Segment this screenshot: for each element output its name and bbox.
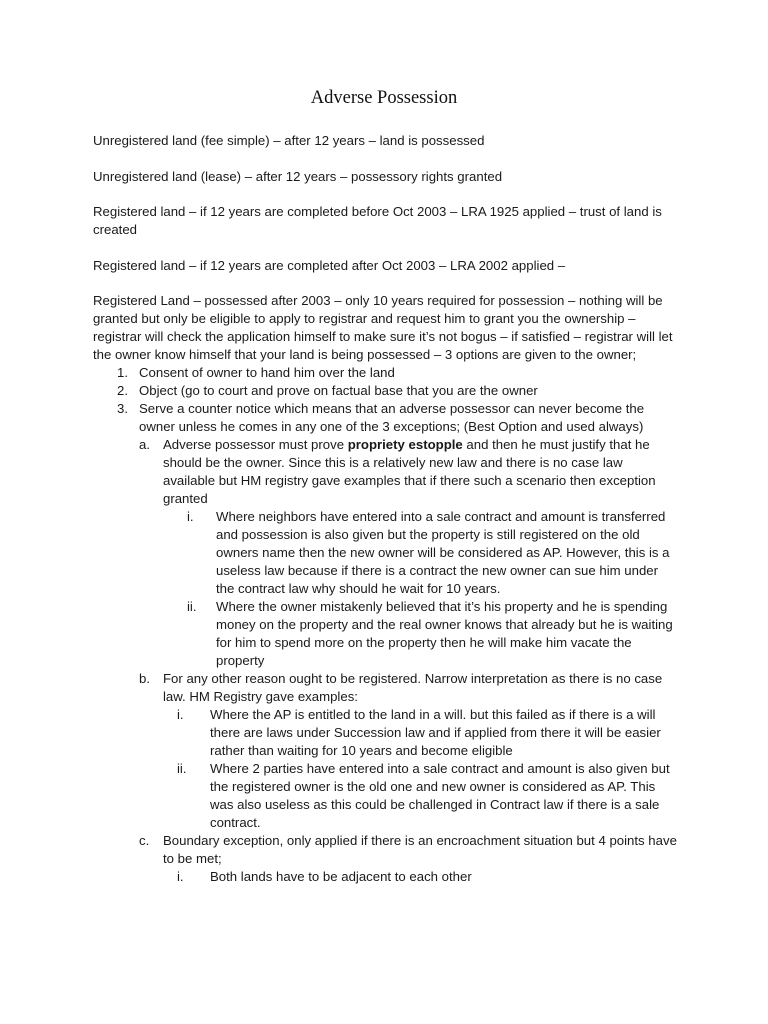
paragraph-unregistered-fee-simple: Unregistered land (fee simple) – after 12 years – land is possessed [93, 133, 485, 148]
list-item [139, 670, 678, 832]
list-item-text: Where the AP is entitled to the land in a will. but this failed as if there is a will there are laws under Succession law and if applied from there it will be easier rather than waiting for 10 years and become eligible [210, 707, 661, 758]
list-item-text: Where neighbors have entered into a sale contract and amount is transferred and possession is also given but the property is still registered on the old owners name then the new owner will be considered as AP. However, this is a useless law because if there is a contract the new owner can sue him under the contract law why should he wait for 10 years. [216, 509, 670, 596]
paragraph-registered-land-options: Registered Land – possessed after 2003 – only 10 years required for possession – nothing will be granted but only be eligible to apply to registrar and request him to grant you the ownership – registrar will check the application himself to make sure it’s not bogus – if satisfied – registrar will let the owner know himself that your land is being possessed – 3 options are given to the owner; [93, 293, 673, 362]
document-body [93, 132, 678, 886]
bold-term: propriety estopple [347, 437, 463, 452]
paragraph-registered-before-2003: Registered land – if 12 years are completed before Oct 2003 – LRA 1925 applied – trust of land is created [93, 204, 662, 237]
list-item [163, 598, 678, 670]
paragraph-unregistered-lease: Unregistered land (lease) – after 12 years – possessory rights granted [93, 168, 503, 184]
list-item [163, 508, 678, 598]
list-item [163, 760, 678, 832]
list-item-text: and then he must justify that he should be the owner. Since this is a relatively new law and there is no case law available but HM registry gave examples that if there such a scenario then exception granted [163, 437, 656, 506]
list-item [139, 436, 678, 670]
examples-list [163, 706, 678, 832]
examples-list [163, 508, 678, 670]
exceptions-list [139, 436, 678, 886]
list-item [93, 400, 678, 886]
list-item [163, 868, 678, 886]
list-item-text: Consent of owner to hand him over the land [139, 365, 395, 380]
list-item [93, 364, 678, 382]
list-letter: c. [139, 833, 150, 848]
list-roman: i. [177, 707, 184, 722]
list-item-text: Object (go to court and prove on factual base that you are the owner [139, 383, 538, 398]
list-item-text: Boundary exception, only applied if there is an encroachment situation but 4 points have to be met; [163, 833, 677, 866]
list-roman: ii. [177, 761, 187, 776]
list-item-text: Adverse possessor must prove [163, 437, 348, 452]
list-item-text: Serve a counter notice which means that an adverse possessor can never become the owner unless he comes in any one of the 3 exceptions; (Best Option and used always) [139, 401, 645, 434]
list-roman: i. [177, 869, 184, 884]
list-letter: b. [139, 671, 150, 686]
list-roman: ii. [187, 599, 197, 614]
list-item-text: Where the owner mistakenly believed that it’s his property and he is spending money on the property and the real owner knows that already but he is waiting for him to spend more on the property then he will make him vacate the property [216, 599, 673, 668]
list-letter: a. [139, 437, 150, 452]
list-item-text: Both lands have to be adjacent to each other [210, 869, 472, 884]
examples-list [163, 868, 678, 886]
list-number: 3. [117, 401, 128, 416]
list-item-text: Where 2 parties have entered into a sale contract and amount is also given but the registered owner is the old one and new owner is considered as AP. This was also useless as this could be challenged in Contract law if there is a sale contract. [210, 761, 670, 830]
owner-options-list [93, 364, 678, 886]
list-item [163, 706, 678, 760]
list-item [93, 382, 678, 400]
list-roman: i. [187, 509, 194, 524]
list-item [139, 832, 678, 886]
list-number: 1. [117, 365, 128, 380]
document-title: Adverse Possession [310, 88, 458, 108]
paragraph-registered-after-2003: Registered land – if 12 years are completed after Oct 2003 – LRA 2002 applied – [93, 257, 566, 273]
list-number: 2. [117, 383, 128, 398]
list-item-text: For any other reason ought to be registered. Narrow interpretation as there is no case law. HM Registry gave examples: [163, 671, 663, 704]
